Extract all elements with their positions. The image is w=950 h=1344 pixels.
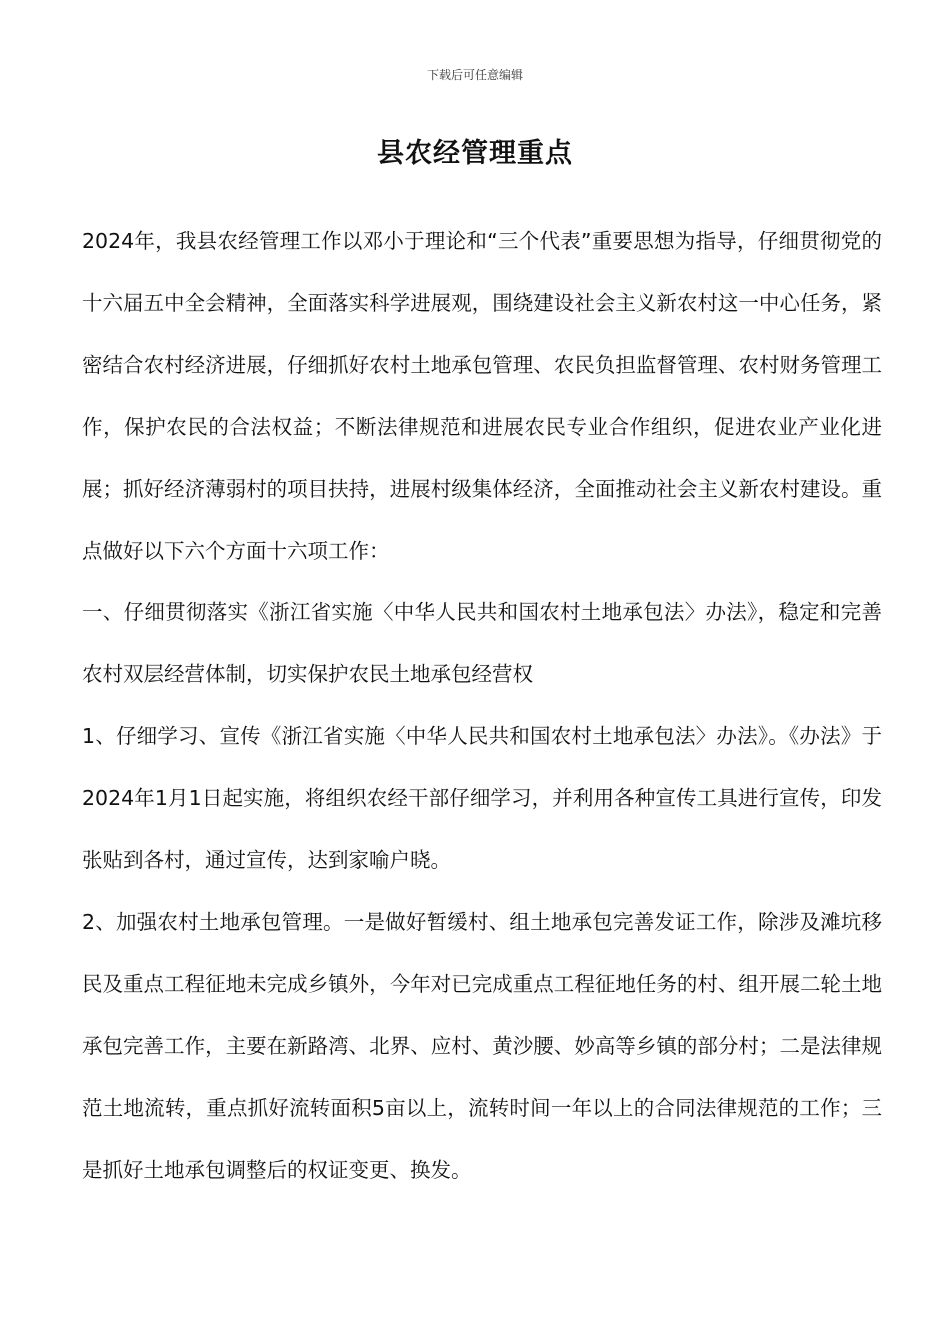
paragraph-item-2: 2、加强农村土地承包管理。一是做好暂缓村、组土地承包完善发证工作，除涉及滩坑移民及重点工程征地未完成乡镇外，今年对已完成重点工程征地任务的村、组开展二轮土地承包完善工作，主要在新路湾、北界、应村、黄沙腰、妙高等乡镇的部分村；二是法律规范土地流转，重点抓好流转面积5亩以上，流转时间一年以上的合同法律规范的工作；三是抓好土地承包调整后的权证变更、换发。 bbox=[82, 909, 882, 1182]
paragraph-intro: 2024年，我县农经管理工作以邓小于理论和“三个代表”重要思想为指导，仔细贯彻党的十六届五中全会精神，全面落实科学进展观，围绕建设社会主义新农村这一中心任务，紧密结合农村经济进展，仔细抓好农村土地承包管理、农民负担监督管理、农村财务管理工作，保护农民的合法权益；不断法律规范和进展农民专业合作组织，促进农业产业化进展；抓好经济薄弱村的项目扶持，进展村级集体经济，全面推动社会主义新农村建设。重点做好以下六个方面十六项工作： bbox=[82, 229, 882, 563]
paragraph-section-1-heading: 一、仔细贯彻落实《浙江省实施〈中华人民共和国农村土地承包法〉办法》，稳定和完善农村双层经营体制，切实保护农民土地承包经营权 bbox=[82, 600, 882, 687]
header-note: 下载后可任意编辑 bbox=[426, 68, 523, 82]
document-title: 县农经管理重点 bbox=[377, 138, 573, 169]
paragraph-item-1: 1、仔细学习、宣传《浙江省实施〈中华人民共和国农村土地承包法〉办法》。《办法》于2024年1月1日起实施，将组织农经干部仔细学习，并利用各种宣传工具进行宣传，印发张贴到各村，通过宣传，达到家喻户晓。 bbox=[82, 724, 882, 873]
document-body bbox=[82, 211, 882, 1202]
